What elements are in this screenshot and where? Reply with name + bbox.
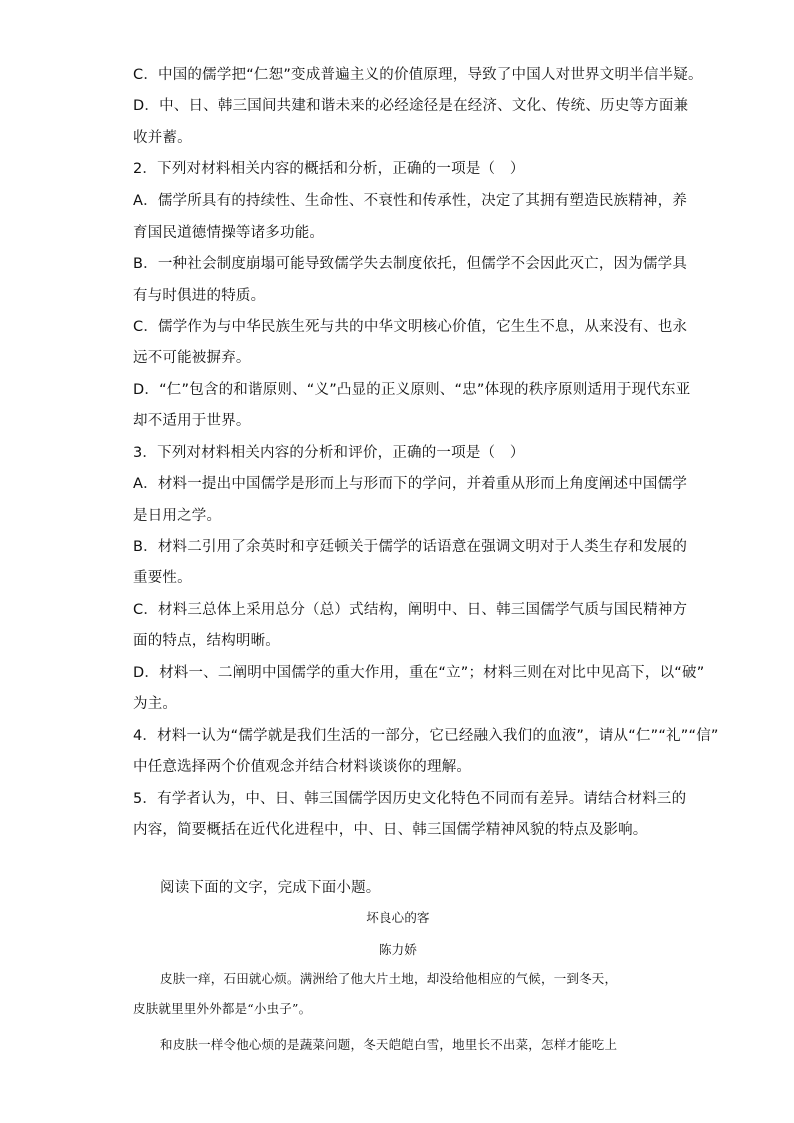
text-line: B．材料二引用了余英时和亨廷顿关于儒学的话语意在强调文明对于人类生存和发展的: [133, 539, 688, 555]
text-line: 面的特点，结构明晰。: [133, 633, 280, 649]
text-line: 育国民道德情操等诸多功能。: [133, 225, 325, 241]
text-line: 是日用之学。: [133, 508, 222, 524]
text-line: 为主。: [133, 696, 178, 712]
text-line: 远不可能被摒弃。: [133, 350, 251, 366]
text-line: 收并蓄。: [133, 130, 192, 146]
story-title: 坏良心的客: [366, 910, 430, 925]
text-line: 重要性。: [133, 570, 192, 586]
text-line: D．中、日、韩三国间共建和谐未来的必经途径是在经济、文化、传统、历史等方面兼: [133, 98, 689, 114]
text-line: B．一种社会制度崩塌可能导致儒学失去制度依托，但儒学不会因此灭亡，因为儒学具: [133, 256, 688, 272]
text-line: 却不适用于世界。: [133, 413, 251, 429]
text-line: 中任意选择两个价值观念并结合材料谈谈你的理解。: [133, 759, 472, 775]
text-line: 有与时俱进的特质。: [133, 288, 266, 304]
text-line: C．材料三总体上采用总分（总）式结构，阐明中、日、韩三国儒学气质与国民精神方: [133, 602, 688, 618]
text-line: 2．下列对材料相关内容的概括和分析，正确的一项是（ ）: [133, 161, 525, 177]
story-paragraph-line: 和皮肤一样令他心烦的是蔬菜问题，冬天皑皑白雪，地里长不出菜，怎样才能吃上: [160, 1037, 618, 1052]
story-paragraph-line: 皮肤就里里外外都是“小虫子”。: [133, 1001, 312, 1016]
text-line: C．儒学作为与中华民族生死与共的中华文明核心价值，它生生不息，从来没有、也永: [133, 319, 688, 335]
text-line: D．材料一、二阐明中国儒学的重大作用，重在“立”；材料三则在对比中见高下，以“破”: [133, 665, 705, 681]
text-line: 5．有学者认为，中、日、韩三国儒学因历史文化特色不同而有差异。请结合材料三的: [133, 791, 687, 807]
text-line: A．材料一提出中国儒学是形而上与形而下的学问，并着重从形而上角度阐述中国儒学: [133, 476, 688, 492]
text-line: A．儒学所具有的持续性、生命性、不衰性和传承性，决定了其拥有塑造民族精神，养: [133, 193, 688, 209]
story-paragraph-line: 皮肤一痒，石田就心烦。满洲给了他大片土地，却没给他相应的气候，一到冬天，: [160, 971, 618, 986]
story-author: 陈力娇: [378, 942, 418, 957]
text-line: 3．下列对材料相关内容的分析和评价，正确的一项是（ ）: [133, 445, 525, 461]
text-line: D．“仁”包含的和谐原则、“义”凸显的正义原则、“忠”体现的秩序原则适用于现代东亚: [133, 382, 691, 398]
reading-instruction: 阅读下面的文字，完成下面小题。: [160, 880, 381, 896]
text-line: 内容，简要概括在近代化进程中，中、日、韩三国儒学精神风貌的特点及影响。: [133, 822, 648, 838]
text-line: 4．材料一认为“儒学就是我们生活的一部分，它已经融入我们的血液”，请从“仁”“礼”“信”: [133, 728, 719, 744]
text-line: C．中国的儒学把“仁恕”变成普遍主义的价值原理，导致了中国人对世界文明半信半疑。: [133, 67, 703, 83]
